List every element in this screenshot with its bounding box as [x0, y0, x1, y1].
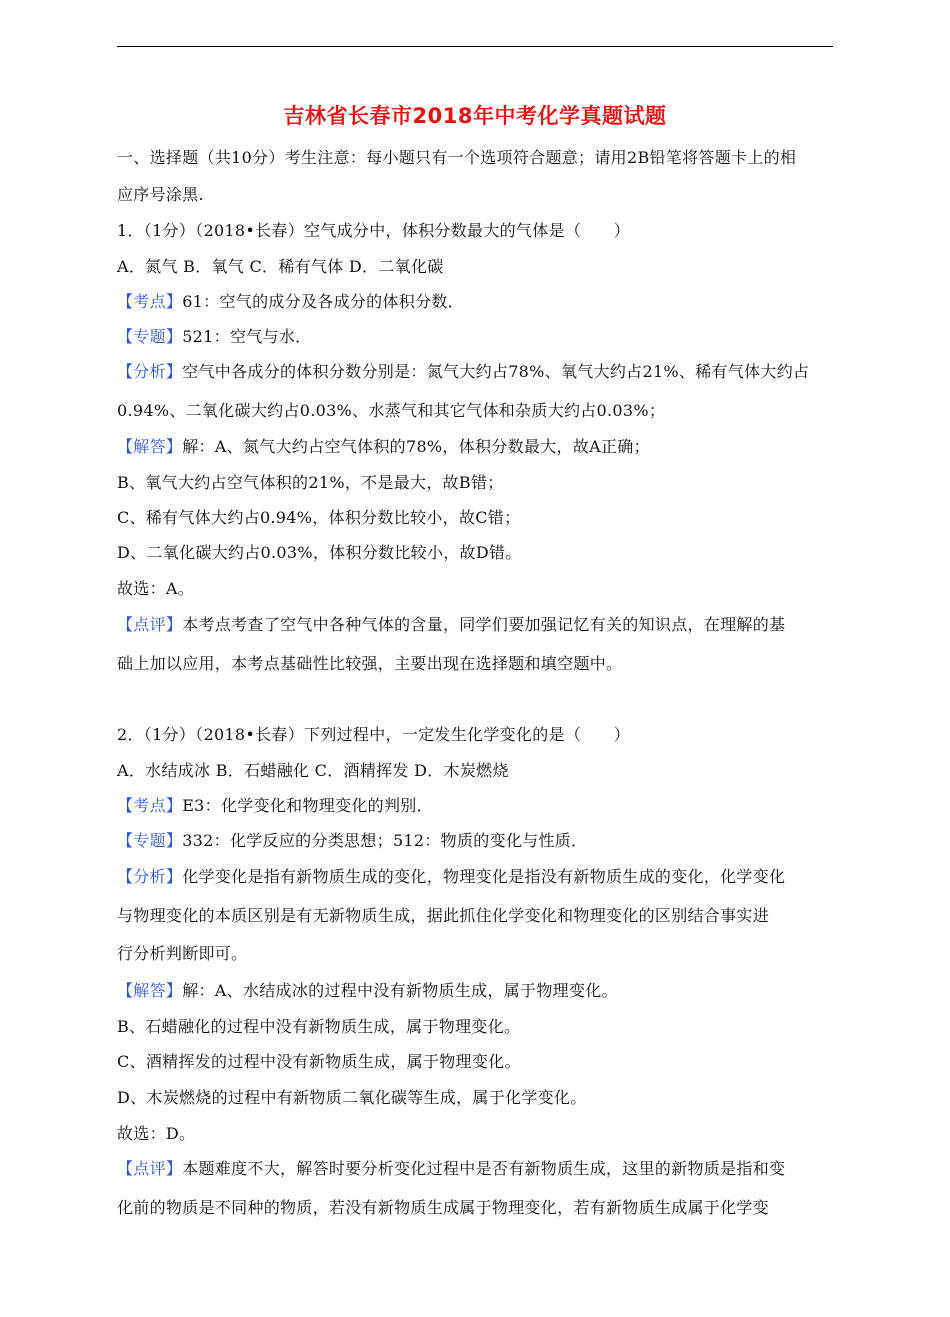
q1-kaodian: [117, 289, 464, 312]
fenxi-tag: 【分析】: [117, 867, 183, 886]
q1-fenxi-1: [117, 359, 809, 382]
q2-answer: 故选：D。: [117, 1124, 196, 1143]
kaodian-tag: 【考点】: [117, 292, 183, 311]
q1-jieda-3: C、稀有气体大约占0.94%，体积分数比较小，故C错；: [117, 508, 521, 527]
q2-options: A．水结成冰 B．石蜡融化 C．酒精挥发 D．木炭燃烧: [117, 761, 509, 780]
q1-options: A．氮气 B．氧气 C．稀有气体 D．二氧化碳: [117, 257, 444, 276]
q2-fenxi-1: [117, 864, 785, 887]
q2-kaodian: [117, 793, 433, 816]
q2-fenxi-3: 行分析判断即可。: [117, 944, 248, 963]
q1-zhuanti: [117, 324, 311, 347]
q2-zhuanti: [117, 828, 587, 851]
q1-jieda-4: D、二氧化碳大约占0.03%，体积分数比较小，故D错。: [117, 543, 522, 562]
q2-jieda-3: C、酒精挥发的过程中没有新物质生成，属于物理变化。: [117, 1052, 521, 1071]
dianping-tag: 【点评】: [117, 615, 183, 634]
fenxi-tag: 【分析】: [117, 362, 183, 381]
q2-dianping-2: 化前的物质是不同种的物质，若没有新物质生成属于物理变化，若有新物质生成属于化学变: [117, 1198, 770, 1217]
q2-fenxi-2: 与物理变化的本质区别是有无新物质生成，据此抓住化学变化和物理变化的区别结合事实进: [117, 906, 770, 925]
jieda-text: 解：A、水结成冰的过程中没有新物质生成，属于物理变化。: [182, 981, 618, 1000]
jieda-tag: 【解答】: [117, 437, 183, 456]
zhuanti-tag: 【专题】: [117, 327, 183, 346]
fenxi-text: 空气中各成分的体积分数分别是：氮气大约占78%、氧气大约占21%、稀有气体大约占: [182, 362, 810, 381]
intro-line-2: 应序号涂黑.: [117, 185, 204, 204]
dianping-text: 本考点考查了空气中各种气体的含量，同学们要加强记忆有关的知识点，在理解的基: [182, 615, 786, 634]
zhuanti-tag: 【专题】: [117, 831, 183, 850]
document-title: 吉林省长春市2018年中考化学真题试题: [283, 104, 667, 128]
header-rule: [117, 46, 833, 47]
dianping-text: 本题难度不大，解答时要分析变化过程中是否有新物质生成，这里的新物质是指和变: [182, 1159, 786, 1178]
fenxi-text: 化学变化是指有新物质生成的变化，物理变化是指没有新物质生成的变化，化学变化: [182, 867, 786, 886]
dianping-tag: 【点评】: [117, 1159, 183, 1178]
q1-fenxi-2: 0.94%、二氧化碳大约占0.03%、水蒸气和其它气体和杂质大约占0.03%；: [117, 401, 666, 420]
q1-dianping-1: [117, 612, 785, 635]
kaodian-text: 61：空气的成分及各成分的体积分数．: [182, 292, 464, 311]
zhuanti-text: 521：空气与水．: [182, 327, 312, 346]
q2-stem: 2．（1分）（2018•长春）下列过程中，一定发生化学变化的是（ ）: [117, 725, 631, 744]
kaodian-tag: 【考点】: [117, 796, 183, 815]
q1-answer: 故选：A。: [117, 579, 195, 598]
q1-jieda-1: [117, 434, 650, 457]
q1-jieda-2: B、氧气大约占空气体积的21%，不是最大，故B错；: [117, 473, 504, 492]
q2-jieda-1: [117, 978, 618, 1001]
zhuanti-text: 332：化学反应的分类思想；512：物质的变化与性质．: [182, 831, 588, 850]
q2-dianping-1: [117, 1156, 785, 1179]
q2-jieda-2: B、石蜡融化的过程中没有新物质生成，属于物理变化。: [117, 1017, 521, 1036]
kaodian-text: E3：化学变化和物理变化的判别．: [182, 796, 433, 815]
intro-line-1: 一、选择题（共10分）考生注意：每小题只有一个选项符合题意；请用2B铅笔将答题卡上的相: [117, 148, 797, 167]
q1-dianping-2: 础上加以应用，本考点基础性比较强，主要出现在选择题和填空题中。: [117, 654, 623, 673]
jieda-tag: 【解答】: [117, 981, 183, 1000]
q2-jieda-4: D、木炭燃烧的过程中有新物质二氧化碳等生成，属于化学变化。: [117, 1088, 587, 1107]
q1-stem: 1．（1分）（2018•长春）空气成分中，体积分数最大的气体是（ ）: [117, 221, 631, 240]
jieda-text: 解：A、氮气大约占空气体积的78%，体积分数最大，故A正确；: [182, 437, 650, 456]
